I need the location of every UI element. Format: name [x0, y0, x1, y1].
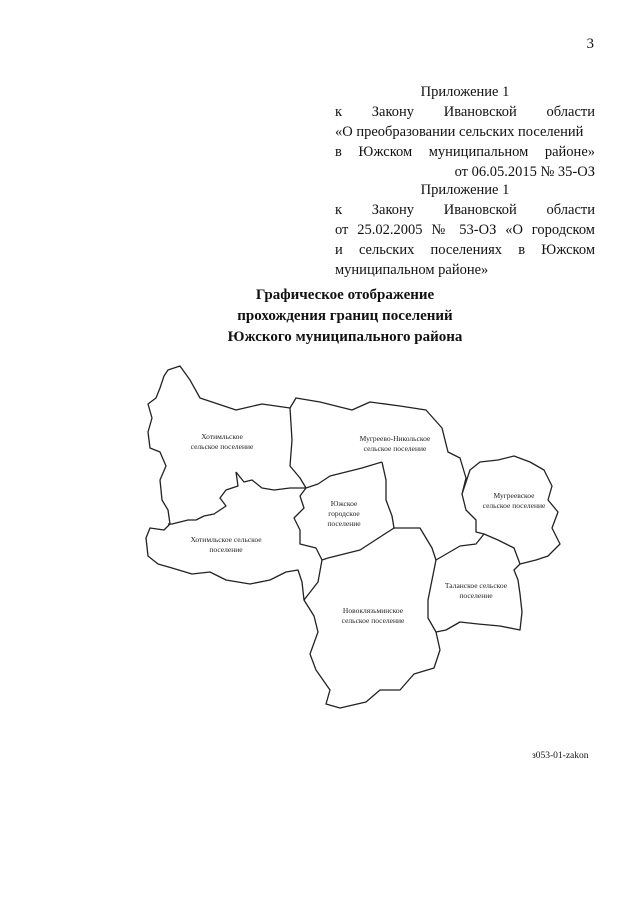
title-line: Южского муниципального района [227, 329, 463, 345]
internal-boundary [382, 462, 436, 560]
internal-boundary [462, 494, 484, 534]
title-line: прохождения границ поселений [237, 308, 453, 324]
title-line: Графическое отображение [255, 287, 435, 303]
internal-boundary [294, 488, 328, 560]
settlement-label-line: городское [328, 509, 360, 518]
settlement-label-line: сельское поселение [363, 444, 427, 453]
settlement-label-line: Хотимльское [201, 432, 243, 441]
internal-boundary [236, 462, 382, 490]
internal-boundary [168, 472, 238, 524]
appendix-line: в Южском муниципальном районе» [335, 144, 595, 160]
settlement-label-line: Мугреево-Никольское [359, 434, 431, 443]
settlement-label-line: Таланское сельское [444, 581, 508, 590]
document-code: з053-01-zakon [532, 751, 589, 761]
internal-boundary [304, 560, 322, 600]
appendix-heading: Приложение 1 [420, 182, 510, 198]
internal-boundary [436, 534, 520, 564]
settlement-label-line: сельское поселение [482, 501, 546, 510]
appendix-line: муниципальном районе» [335, 262, 489, 278]
appendix-line: от 25.02.2005 № 53-ОЗ «О городском [335, 222, 595, 238]
appendix-line: «О преобразовании сельских поселений [335, 124, 584, 140]
settlement-label-line: Мугреевское [493, 491, 535, 500]
internal-boundary [428, 560, 436, 632]
appendix-line: и сельских поселениях в Южском [335, 242, 595, 258]
internal-boundary [328, 528, 394, 558]
page-number: 3 [586, 36, 594, 52]
internal-boundary [290, 408, 306, 488]
settlement-label-line: поселение [327, 519, 361, 528]
appendix-heading: Приложение 1 [420, 84, 510, 100]
settlement-label-line: сельское поселение [341, 616, 405, 625]
settlement-label-line: поселение [459, 591, 493, 600]
settlement-label-line: Южское [330, 499, 358, 508]
appendix-line: от 06.05.2015 № 35-ОЗ [454, 164, 595, 180]
appendix-line: к Закону Ивановской области [335, 104, 595, 120]
appendix-line: к Закону Ивановской области [335, 202, 595, 218]
settlement-label-line: Хотимльское сельское [190, 535, 262, 544]
settlement-label-line: поселение [209, 545, 243, 554]
settlement-label-line: сельское поселение [190, 442, 254, 451]
settlement-label-line: Новоклязьминское [342, 606, 404, 615]
